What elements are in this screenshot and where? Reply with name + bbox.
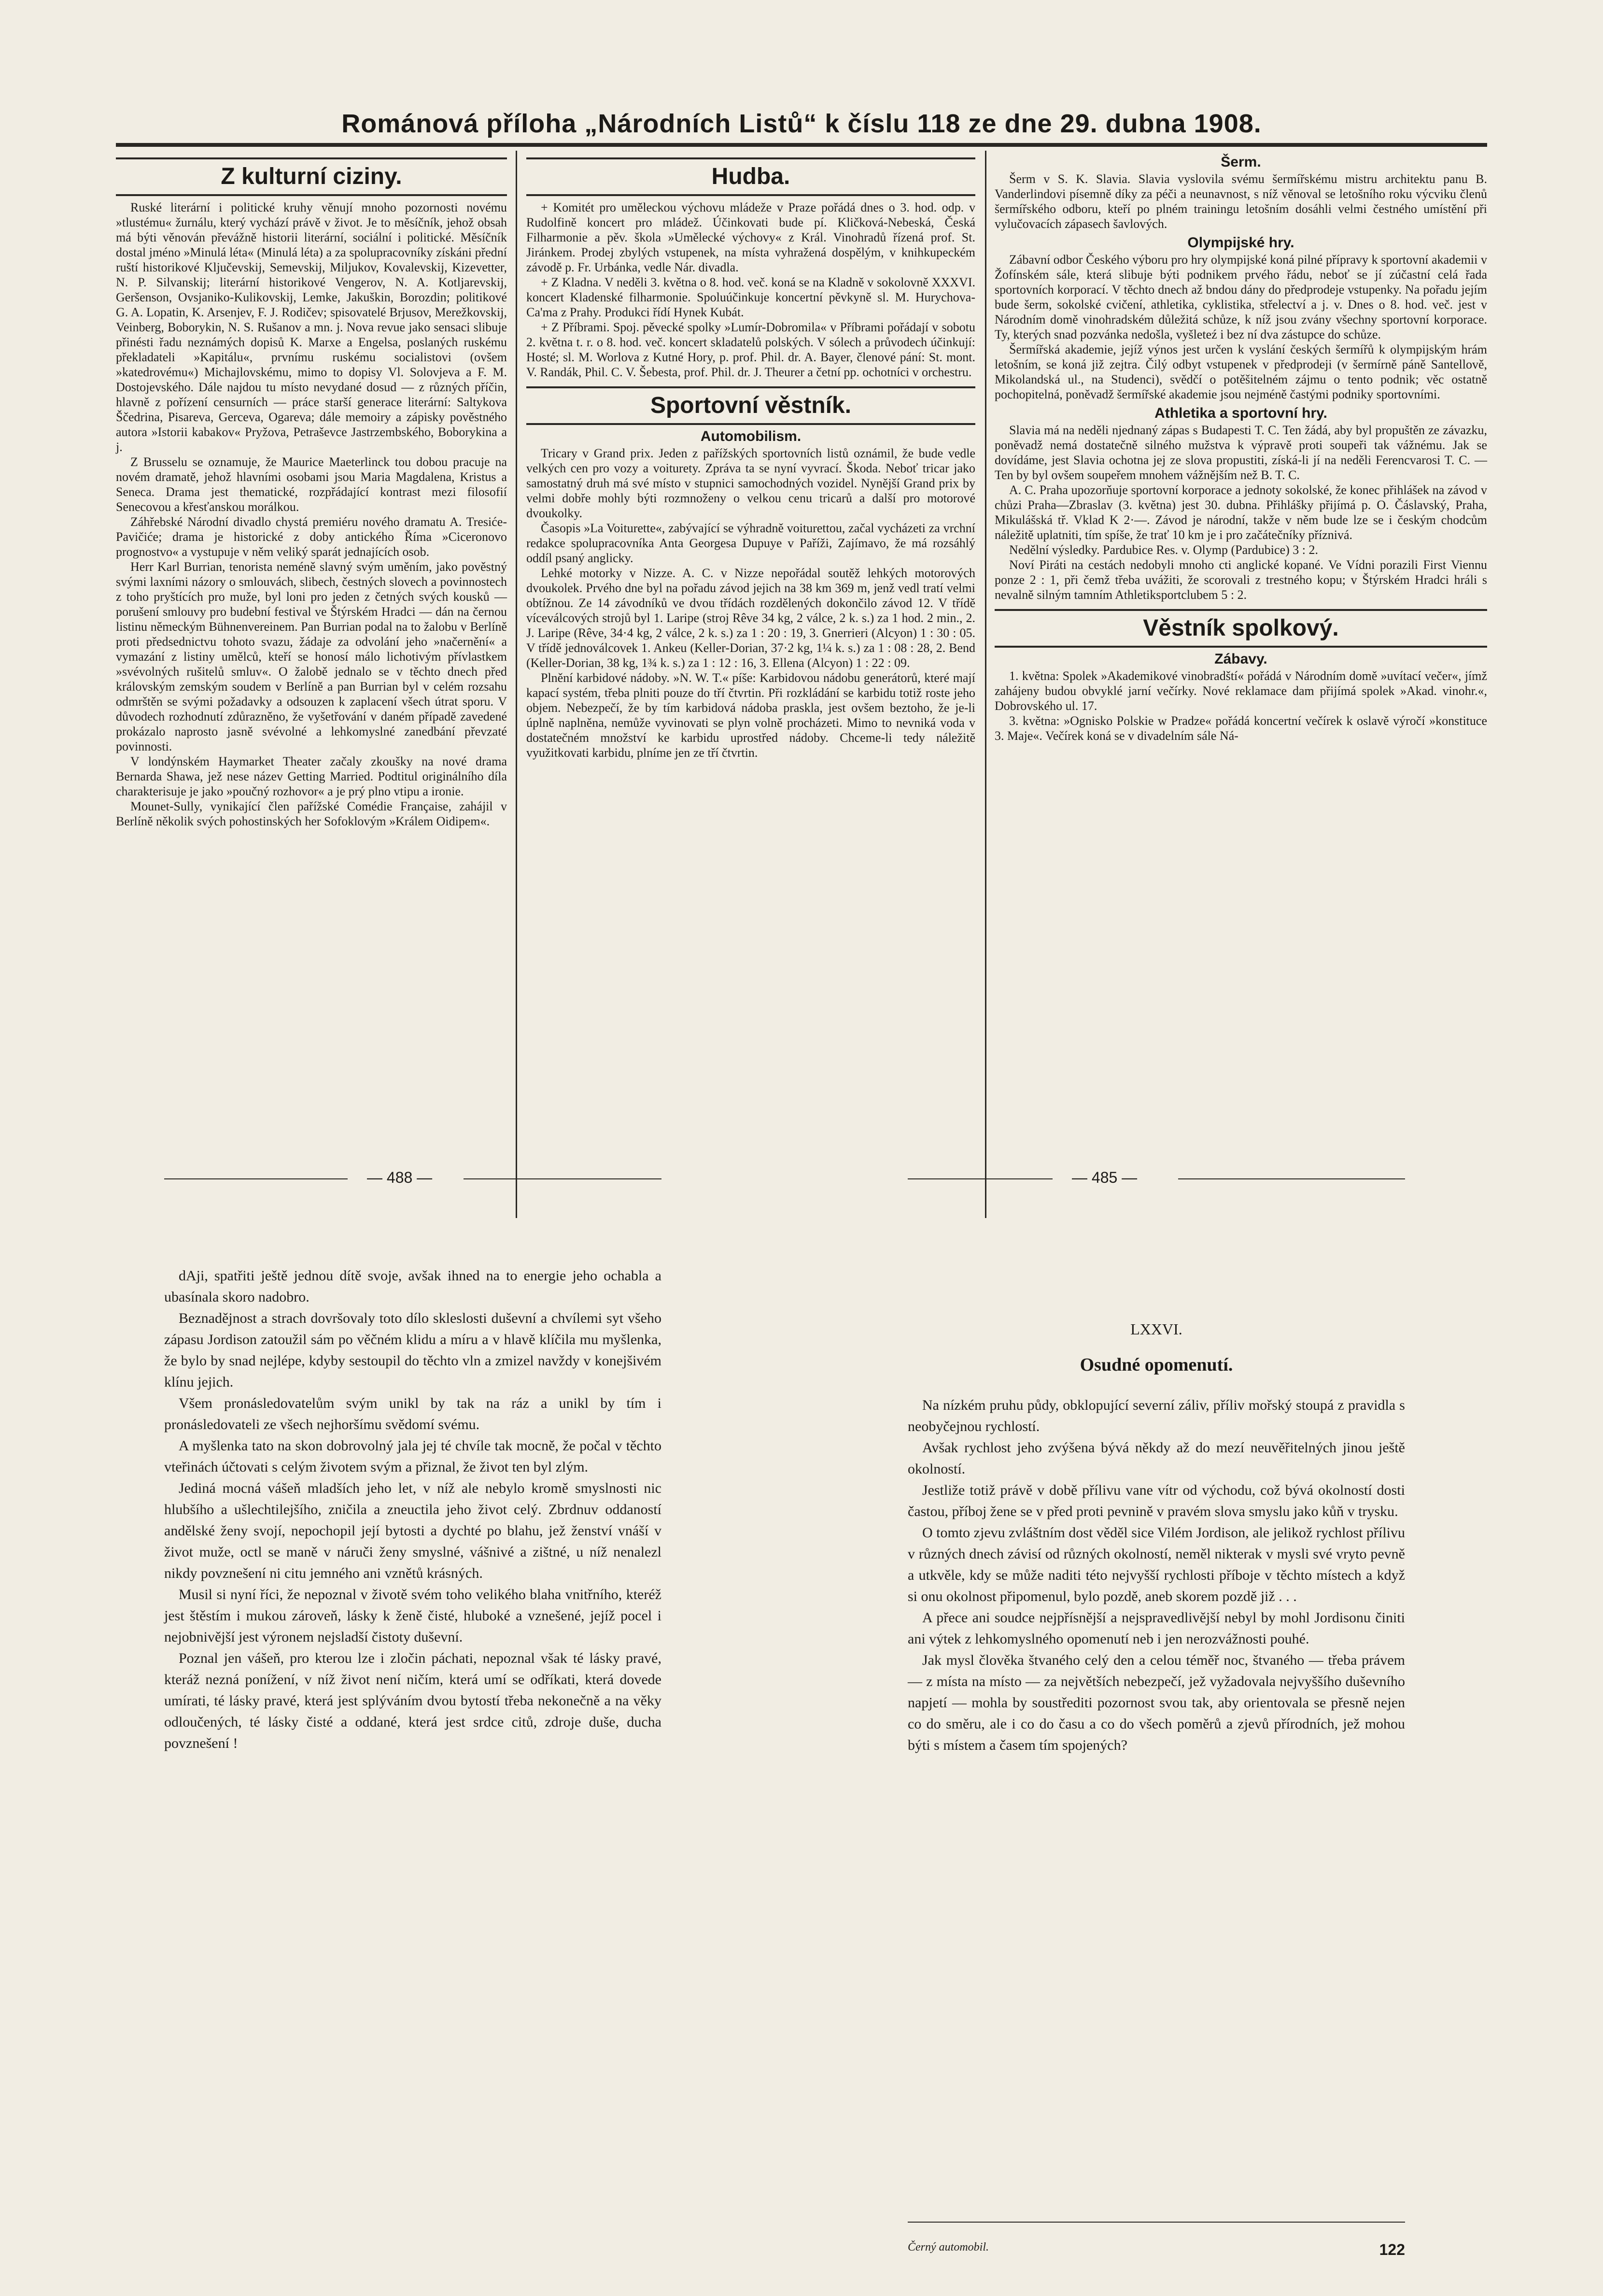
novel-right-column — [908, 1265, 1405, 1756]
separator-rule — [464, 1178, 661, 1179]
paragraph: + Z Příbrami. Spoj. pěvecké spolky »Lumír-Dobromila« v Příbrami pořádají v sobotu 2. května t. r. o 8. hod. več. koncert skladatelů polských. V sólech a průvodech účinkují: Hosté; sl. M. Worlova z Kutné Hory, p. prof. Phil. dr. A. Bayer, členové pání: St. mont. V. Randák, Phil. C. V. Šebesta, prof. Phil. dr. J. Theurer a četní pp. ochotníci v orchestru. — [526, 320, 975, 379]
paragraph: Ruské literární i politické kruhy věnují mnoho pozornosti novému »tlustému« žurnálu, který vychází právě v život. Je to měsíčník, jehož obsah má býti věnován převážně historii literární, sociální i politické. Měsíčník dostal jméno »Minulá léta« (Minulá léta) a za spolupracovníky získáni přední ruští historikové Ključevskij, Semevskij, Miljukov, Kovalevskij, Kizevetter, N. P. Silvanskij; literární historikové Vengerov, N. A. Kotljarevskij, Geršenson, Ovsjaniko-Kulikovskij, Lemke, Jakuškin, Borozdin; politikové G. A. Lopatin, K. Arsenjev, F. J. Rodičev; spisovatelé Brjusov, Merežkovskij, Veinberg, Boborykin, N. S. Rušanov a mn. j. Nova revue jako sensaci slibuje přinésti řadu neznámých dopisů K. Marxe a Engelsa, poslaných ruskému překladateli »Kapitálu«, prvnímu ruskému socialistovi (ovšem »katedrovému«) Michajlovskému, mimo to dopisy Vl. Solovjeva a F. M. Dostojevského. Dále najdou tu místo nevydané dosud — z různých příčin, hlavně z pořízení censurních — práce starší generace literární: Saltykova Ščedrina, Pisareva, Gerceva, Ogareva; dále memoiry a zápisky pověstného autora »Istorii kabakov« Pryžova, Petraševce Jastrzembského, Boborykina a j. — [116, 200, 507, 454]
paragraph: Beznadějnost a strach dovršovaly toto dílo skleslosti duševní a chvílemi syt všeho zápasu Jordison zatoužil sám po věčném klidu a míru a v hlavě klíčila mu myšlenka, že bylo by snad nejlépe, kdyby sestoupil do těchto vln a zmizel navždy v konejšivém klínu jejich. — [164, 1310, 661, 1390]
sub-heading: Athletika a sportovní hry. — [1154, 405, 1327, 421]
column1-body — [116, 200, 507, 829]
page-number-left: — 488 — — [367, 1169, 433, 1186]
paragraph: Slavia má na neděli njednaný zápas s Budapesti T. C. Ten žádá, aby byl propuštěn ze závazku, poněvadž nemá dostatečně silného mužstva k výpravě proti soupeři tak vážnému. Jak se dovídáme, jest Slavia ochotna jej ze slova propustiti, získá-li jí na neděli Ferencvarosi T. C. — Ten by byl ovšem soupeřem mnohem vážnějším než B. T. C. — [995, 423, 1487, 482]
paragraph: + Z Kladna. V neděli 3. května o 8. hod. več. koná se na Kladně v sokolovně XXXVI. koncert Kladenské filharmonie. Spoluúčinkuje koncertní pěvkyně sl. M. Hurychova-Ca'ma z Prahy. Produkci řídí Hynek Kubát. — [526, 275, 975, 319]
header-rule — [116, 143, 1487, 147]
footer-source: Černý automobil. — [908, 2241, 989, 2253]
section-title: Věstník spolkový. — [995, 609, 1487, 648]
paragraph: Noví Piráti na cestách nedobyli mnoho cti anglické kopané. Ve Vídni porazili First Viennu ponze 2 : 1, při čemž třeba uvážiti, že scorovali z trestného kopu; v Štýrském Hradci hráli s nevalně silným tamním Athletiksportclubem 5 : 2. — [995, 558, 1487, 602]
paragraph: Šermířská akademie, jejíž výnos jest určen k vyslání českých šermířů k olympijským hrám letošním, se koná již zejtra. Čilý odbyt vstupenek v předprodeji (v šermírně páně Santellově, Mikolandská ul., na Studenci), svědčí o potěšitelném zájmu o tento podnik; věc ostatně pochopitelná, poněvadž šermířské akademie jsou nejméně častými podniky sportovními. — [995, 342, 1487, 401]
paragraph: Tricary v Grand prix. Jeden z pařížských sportovních listů oznámil, že bude vedle velkých cen pro vozy a voiturety. Zpráva ta se nyní vyvrací. Škoda. Neboť tricar jako samostatný druh má své místo v stupnici samochodných vozidel. Nynější Grand prix by velmi dobře mohly býti rozmnoženy o velkou cenu tricarů a další pro motorové dvoukolky. — [526, 446, 975, 520]
column-divider — [516, 151, 517, 1218]
paragraph: Z Brusselu se oznamuje, že Maurice Maeterlinck tou dobou pracuje na novém dramatě, jehož hlavními osobami jsou Maria Magdalena, Kristus a Seneca. Drama jest thematické, rozpřádající kontrast mezi filosofií Senecovou a křesťanskou morálkou. — [116, 455, 507, 514]
chapter-number: LXXVI. — [1130, 1320, 1182, 1338]
separator-rule — [908, 1178, 1053, 1179]
paragraph: A. C. Praha upozorňuje sportovní korporace a jednoty sokolské, že konec přihlášek na závod v chůzi Praha—Zbraslav (3. května) jest 30. dubna. Přihlášky přijímá p. O. Čáslavský, Praha, Mikulášská tř. Vklad K 2·—. Závod je národní, takže v něm bude lze se i českým chodcům náležitě uplatniti, tím spíše, že trať 10 km je i pro začátečníky příznivá. — [995, 483, 1487, 542]
sub-heading: Olympijské hry. — [1187, 235, 1294, 251]
sub-heading: Automobilism. — [700, 428, 802, 444]
paragraph: Lehké motorky v Nizze. A. C. v Nizze nepořádal soutěž lehkých motorových dvoukolek. Prvého dne byl na pořadu závod jejich na 38 km 369 m, jenž vedl tratí velmi obtížnou. Ze 14 závodníků ve dvou třídách rozdělených dokončilo závod 12. V třídě víceválcových strojů byl 1. Laripe (stroj Rêve 34 kg, 2 válce, 2 k. s.) za 1 hod. 2 min., 2. J. Laripe (Rêve, 34·4 kg, 2 válce, 2 k. s.) za 1 : 20 : 19, 3. Gnerrieri (Alcyon) 1 : 30 : 05. V třídě jednoválcovek 1. Ankeu (Keller-Dorian, 37·2 kg, 1¼ k. s.) za 1 : 08 : 28, 2. Bend (Keller-Dorian, 38 kg, 1¾ k. s.) za 1 : 12 : 16, 3. Ellena (Alcyon) 1 : 22 : 09. — [526, 566, 975, 670]
footer-page-number: 122 — [1379, 2241, 1405, 2258]
paragraph: Jestliže totiž právě v době přílivu vane vítr od východu, což bývá okolností dosti častou, příboj žene se v před proti pevnině v pravém slova smyslu jako kůň v trysku. — [908, 1482, 1405, 1519]
column3-sections — [995, 155, 1487, 602]
separator-rule — [164, 1178, 348, 1179]
signature-rule — [908, 2222, 1405, 2223]
paragraph: Šerm v S. K. Slavia. Slavia vyslovila svému šermířskému mistru architektu panu B. Vanderlindovi písemně díky za péči a neunavnost, s níž věnoval se letošního roku výcviku členů šermířského odboru, kteří po plném trainingu letošním dosáhli velmi čestného umístění při vylučovacích zápasech šavlových. — [995, 172, 1487, 231]
column-divider — [985, 151, 986, 1218]
page-number-right: — 485 — — [1072, 1169, 1138, 1186]
chapter-title: Osudné opomenutí. — [1080, 1355, 1233, 1375]
paragraph: Musil si nyní říci, že nepoznal v životě svém toho velikého blaha vnitřního, kteréž jest štěstím i mukou zároveň, lásky k ženě čisté, hluboké a vznešené, jejíž pocel i nejobnivější jest výronem nejsladší čistoty duševní. — [164, 1587, 661, 1645]
column-hudba-sport — [526, 151, 975, 760]
paragraph: 1. května: Spolek »Akademikové vinobradští« pořádá v Národním domě »uvítací večer«, jímž zahájeny budou obvyklé jarní večírky. Nové reklamace dam přijímá spolek »Akad. vinohr.«, Dobrovského ul. 17. — [995, 669, 1487, 713]
paragraph: Herr Karl Burrian, tenorista neméně slavný svým uměním, jako pověstný svými laxními názory o smlouvách, slibech, čestných slovech a povinnostech z toho pryštících pro muže, byl loni pro jeden z četných svých kousků — porušení smlouvy pro budební festival ve Štýrském Hradci — dán na černou listinu německým Bühnenvereinem. Pan Burrian podal na to žalobu v Berlíně proti předsednictvu tohoto svazu, žádaje za odvolání jeho »načernění« a vymazání z listiny umělců, kteří se honosí málo lichotivým přívlastkem »svévolných rušitelů smluv«. O žalobě jednalo se v těchto dnech před královským zemským soudem v Berlíně a pan Burrian byl v celém rozsahu odmrštěn se svými požadavky a odsouzen k zaplacení všech útrat sporu. V důvodech rozhodnutí zdůrazněno, že vyšetřování v daném případě zavedené prokázalo naprosto jasně svévolné a lehkomyslné zanedbání převzaté povinnosti. — [116, 560, 507, 753]
paragraph: 3. května: »Ognisko Polskie w Pradze« pořádá koncertní večírek k oslavě výročí »konstituce 3. Maje«. Večírek koná se v divadelním sále Ná- — [995, 714, 1487, 743]
paragraph: dAji, spatřiti ještě jednou dítě svoje, avšak ihned na to energie jeho ochabla a ubasínala skoro nadobro. — [164, 1268, 661, 1305]
separator-rule — [1178, 1178, 1405, 1179]
column2-body — [526, 200, 975, 380]
paragraph: Na nízkém pruhu půdy, obklopující severní záliv, příliv mořský stoupá z pravidla s neobyčejnou rychlostí. — [908, 1397, 1405, 1434]
page-header: Románová příloha „Národních Listů“ k číslu 118 ze dne 29. dubna 1908. — [341, 109, 1262, 138]
spolky-body — [995, 668, 1487, 743]
paragraph: Všem pronásledovatelům svým unikl by tak na ráz a unikl by tím i pronásledovateli ze všech nejhoršímu svědomí svému. — [164, 1395, 661, 1432]
paragraph: Jak mysl člověka štvaného celý den a celou téměř noc, štvaného — třeba právem — z místa na místo — za největších nebezpečí, jež vyžadovala nejvyššího duševního napjetí — mohla by soustřediti pozornost svou tak, aby orientovala se přesně nejen co do směru, ale i co do času a co do všech poměrů a zjevů přírodních, jež mohou býti s místem a časem tím spojených? — [908, 1652, 1405, 1753]
paragraph: V londýnském Haymarket Theater začaly zkoušky na nové drama Bernarda Shawa, jež nese název Getting Married. Podtitul originálního díla charakterisuje je jako »poučný rozhovor« a je prý plno vtipu a ironie. — [116, 754, 507, 798]
paragraph: O tomto zjevu zvláštním dost věděl sice Vilém Jordison, ale jelikož rychlost přílivu v různých dnech závisí od různých okolností, neměl nikterak v mysli své vryto pevně a utkvěle, kdy se může naditi této nejvyšší rychlosti příboje v těchto místech a když si onu okolnost připomenul, bylo pozdě, aneb skorem pozdě již . . . — [908, 1525, 1405, 1604]
column-sport-spolky — [995, 151, 1487, 743]
paragraph: Nedělní výsledky. Pardubice Res. v. Olymp (Pardubice) 3 : 2. — [1009, 543, 1318, 557]
paragraph: + Komitét pro uměleckou výchovu mládeže v Praze pořádá dnes o 3. hod. odp. v Rudolfině koncert pro mládež. Účinkovati bude pí. Kličková-Nebeská, Česká Filharmonie a pěv. škola »Umělecké výchovy« z Král. Vinohradů řízená prof. St. Jiránkem. Prodej zbylých vstupenek, na místa vyhražená dospělým, v knihkupeckém závodě p. Fr. Urbánka, vedle Nár. divadla. — [526, 200, 975, 274]
section-title: Hudba. — [526, 157, 975, 196]
sub-heading: Zábavy. — [1214, 651, 1267, 667]
novel-left-column — [164, 1265, 661, 1754]
section-title: Z kulturní ciziny. — [116, 157, 507, 196]
paragraph: Poznal jen vášeň, pro kterou lze i zločin páchati, nepoznal však té lásky pravé, kteráž nezná ponížení, v níž život není ničím, která umí se odříkati, která dovede umírati, té lásky pravé, která jest splýváním dvou bytostí třeba nekonečně a na věky odloučených, té lásky čisté a oddané, která jest srdce citů, zdroje duše, ducha povznešení ! — [164, 1650, 661, 1751]
paragraph: Záhřebské Národní divadlo chystá premiéru nového dramatu A. Tresiće-Pavičiće; drama je historické z doby antického Říma »Ciceronovo prognostvo« a vystupuje v něm veliký sparát jednajících osob. — [116, 515, 507, 559]
column-kulturni-cizina — [116, 151, 507, 829]
paragraph: A přece ani soudce nejpřísnější a nejspravedlivější nebyl by mohl Jordisonu činiti ani výtek z lehkomyslného opomenutí neb i jen nerozvážnosti pouhé. — [908, 1610, 1405, 1647]
paragraph: Časopis »La Voiturette«, zabývající se výhradně voiturettou, začal vycházeti za vrchní redakce spolupracovníka Anta Georgesa Dupuye v Paříži, Zajímavo, že má rozsáhlý oddíl psaný anglicky. — [526, 521, 975, 565]
sport-body — [526, 446, 975, 760]
paragraph: Zábavní odbor Českého výboru pro hry olympijské koná pilné přípravy k sportovní akademii v Žofínském sále, která slibuje býti podnikem prvého řádu, neboť se jí zúčastní celá řada sportovních korporací. V těchto dnech až bndou dány do předprodeje vstupenky. Na pořadu jejím bude šerm, sokolské cvičení, athletika, cyklistika, střelectví a j. v. Dnes o 8. hod. več. jest v Národním domě vinohradském důležitá schůze, k níž jsou zvány všechny sportovní korporace. Ty, kterých snad pozvánka nedošla, vyšleteź i bez ní dva zástupce do schůze. — [995, 253, 1487, 341]
novel-right-body — [908, 1395, 1405, 1756]
paragraph: Avšak rychlost jeho zvýšena bývá někdy až do mezí neuvěřitelných jinou ještě okolností. — [908, 1440, 1405, 1477]
paragraph: Mounet-Sully, vynikající člen pařížské Comédie Française, zahájil v Berlíně několik svých pohostinských her Sofoklovým »Králem Oidipem«. — [116, 799, 507, 828]
section-title: Sportovní věstník. — [526, 386, 975, 425]
paragraph: Plnění karbidové nádoby. »N. W. T.« píše: Karbidovou nádobu generátorů, které mají kapací systém, třeba plniti pouze do tří čtvrtin. Při rozkládání se karbidu totiž roste jeho objem. Nebezpečí, že by tím karbidová nádoba praskla, jest ovšem beztoho, že je-li úplně naplněna, nemůže vyvinovati se plyn volně procházeti. Mimo to nevniká voda v dostatečném množství ke karbidu uprostřed nádoby. Chceme-li tedy náležitě využitkovati karbidu, plníme jen ze tří čtvrtin. — [526, 671, 975, 760]
sub-heading: Šerm. — [1221, 154, 1261, 170]
paragraph: A myšlenka tato na skon dobrovolný jala jej té chvíle tak mocně, že počal v těchto vteřinách účtovati s celým životem svým a přiznal, že život ten byl zlým. — [164, 1438, 661, 1475]
paragraph: Jediná mocná vášeň mladších jeho let, v níž ale nebylo kromě smyslnosti nic hlubšího a ušlechtilejšího, zničila a zneuctila jeho život celý. Zbrdnuv oddaností andělské ženy svojí, nepochopil její bytosti a dychté po blahu, jež ženství vnáší v život muže, octl se maně v náruči ženy smyslné, vášnivé a zištné, u níž nenalezl nikdy povznešení ni citu jemného ani vznětů krásných. — [164, 1480, 661, 1581]
